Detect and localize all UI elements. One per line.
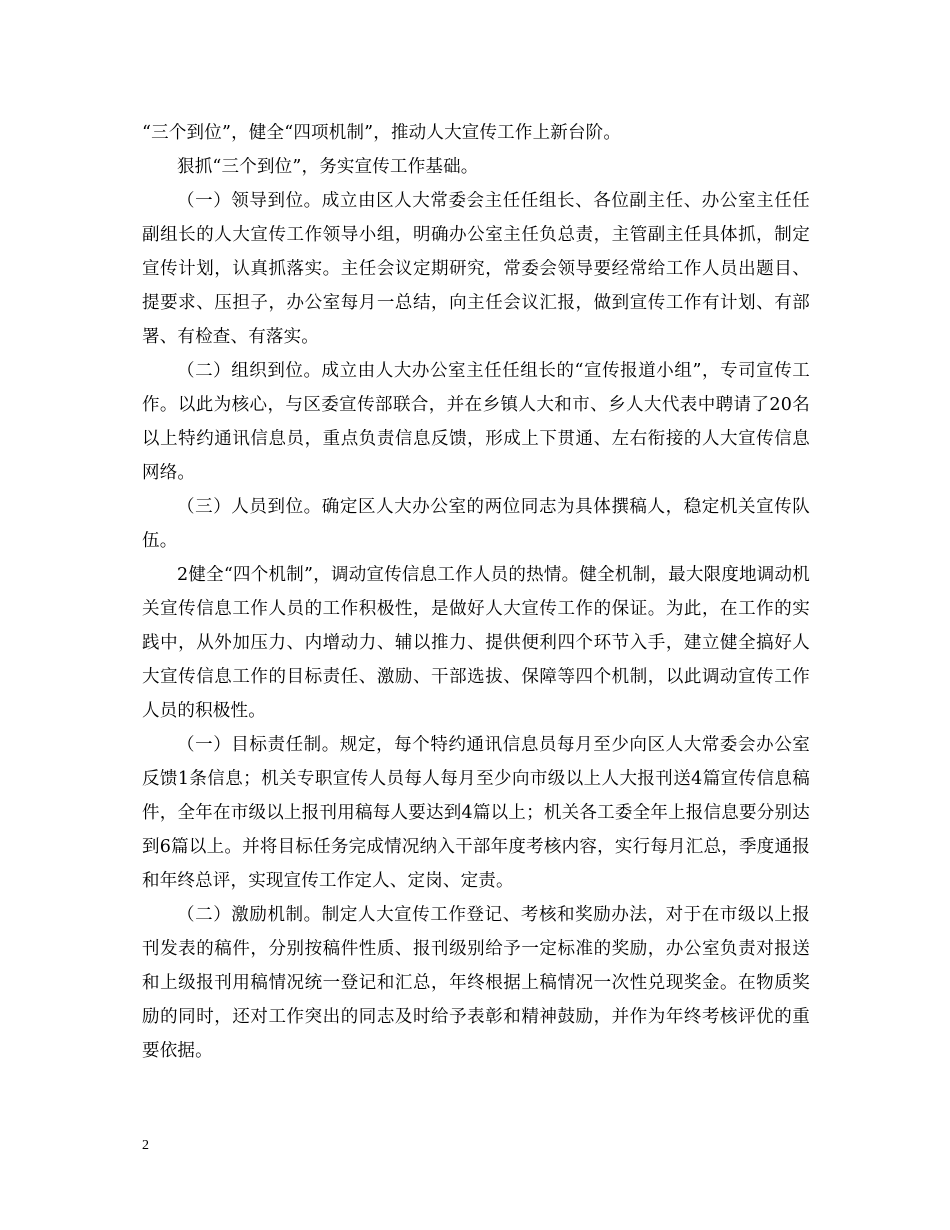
paragraph-incentive-mechanism: （二）激励机制。制定人大宣传工作登记、考核和奖励办法，对于在市级以上报刊发表的稿件，分别按稿件性质、报刊级别给予一定标准的奖励，办公室负责对报送和上级报刊用稿情况统一登记和汇总，年终根据上稿情况一次性兑现奖金。在物质奖励的同时，还对工作突出的同志及时给予表彰和精神鼓励，并作为年终考核评优的重要依据。 [142,905,810,1061]
paragraph-leadership-in-place: （一）领导到位。成立由区人大常委会主任任组长、各位副主任、办公室主任任副组长的人大宣传工作领导小组，明确办公室主任负总责，主管副主任具体抓，制定宣传计划，认真抓落实。主任会议定期研究，常委会领导要经常给工作人员出题目、提要求、压担子，办公室每月一总结，向主任会议汇报，做到宣传工作有计划、有部署、有检查、有落实。 [142,191,810,347]
paragraph-four-mechanisms: 2健全“四个机制”，调动宣传信息工作人员的热情。健全机制，最大限度地调动机关宣传信息工作人员的工作积极性，是做好人大宣传工作的保证。为此，在工作的实践中，从外加压力、内增动力、辅以推力、提供便利四个环节入手，建立健全搞好人大宣传信息工作的目标责任、激励、干部选拔、保障等四个机制，以此调动宣传工作人员的积极性。 [142,565,810,721]
document-body [142,116,810,1068]
paragraph-intro-continuation: “三个到位”，健全“四项机制”，推动人大宣传工作上新台阶。 [142,123,622,143]
paragraph-target-responsibility: （一）目标责任制。规定，每个特约通讯信息员每月至少向区人大常委会办公室反馈1条信息；机关专职宣传人员每人每月至少向市级以上人大报刊送4篇宣传信息稿件，全年在市级以上报刊用稿每人要达到4篇以上；机关各工委全年上报信息要分别达到6篇以上。并将目标任务完成情况纳入干部年度考核内容，实行每月汇总，季度通报和年终总评，实现宣传工作定人、定岗、定责。 [142,735,810,891]
paragraph-personnel-in-place: （三）人员到位。确定区人大办公室的两位同志为具体撰稿人，稳定机关宣传队伍。 [142,497,810,551]
paragraph-section-heading-three-in-place: 狠抓“三个到位”，务实宣传工作基础。 [177,157,479,177]
page-number: 2 [142,1138,149,1153]
paragraph-organization-in-place: （二）组织到位。成立由人大办公室主任任组长的“宣传报道小组”，专司宣传工作。以此为核心，与区委宣传部联合，并在乡镇人大和市、乡人大代表中聘请了20名以上特约通讯信息员，重点负责信息反馈，形成上下贯通、左右衔接的人大宣传信息网络。 [142,361,810,483]
